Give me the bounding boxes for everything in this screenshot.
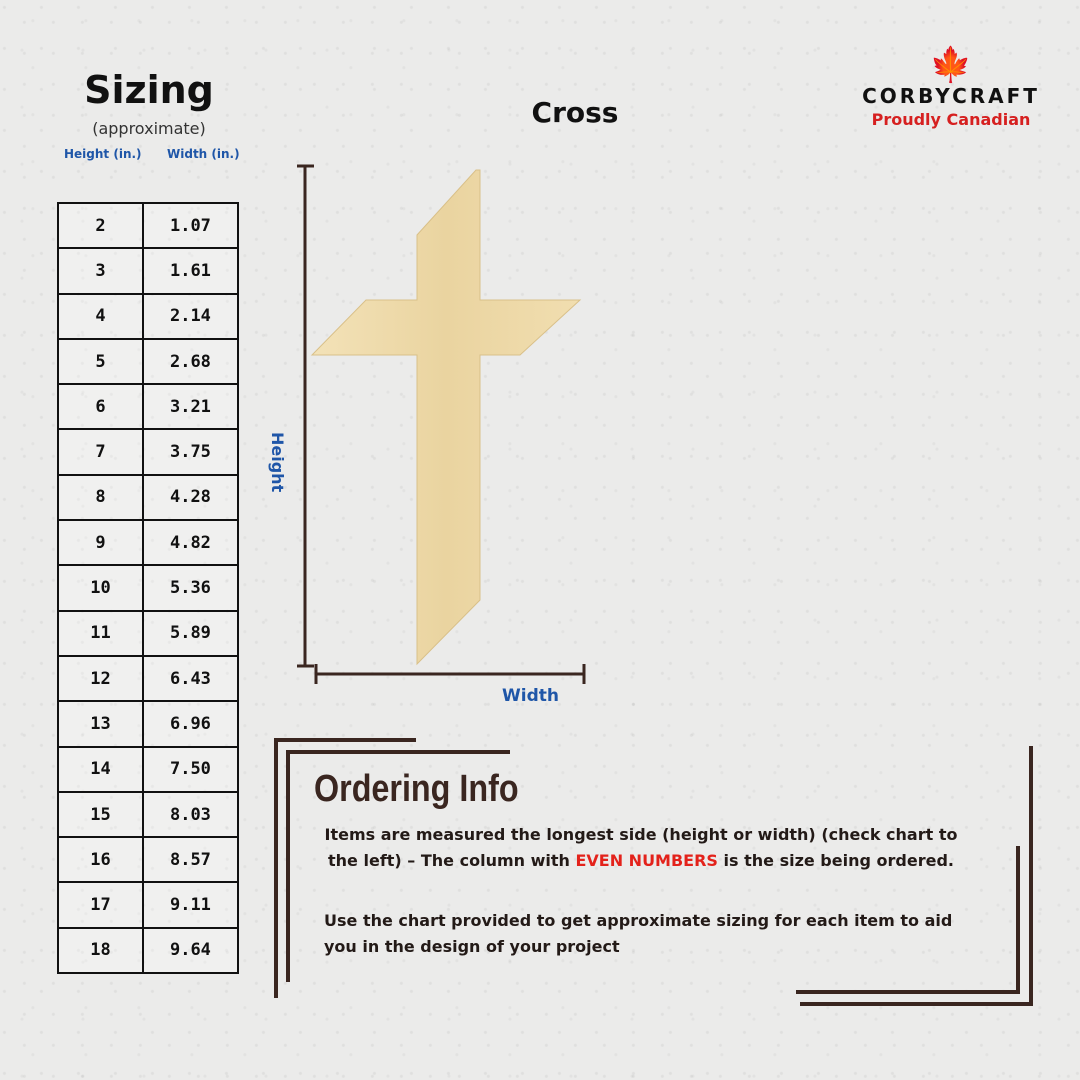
height-cell: 2 <box>58 203 143 248</box>
ordering-text: Items are measured the longest side (height or width) (check chart to the left) – The column with <box>324 825 958 870</box>
height-cell: 8 <box>58 475 143 520</box>
height-cell: 5 <box>58 339 143 384</box>
brand-tagline: Proudly Canadian <box>871 110 1031 129</box>
width-cell: 3.21 <box>143 384 238 429</box>
width-cell: 2.68 <box>143 339 238 384</box>
ordering-text: is the size being ordered. <box>717 851 954 870</box>
width-cell: 6.43 <box>143 656 238 701</box>
width-cell: 7.50 <box>143 747 238 792</box>
ordering-title: Ordering Info <box>314 768 519 810</box>
width-dimension-line <box>316 664 584 684</box>
width-cell: 5.36 <box>143 565 238 610</box>
width-cell: 8.57 <box>143 837 238 882</box>
maple-leaf-icon: 🍁 <box>929 45 973 85</box>
height-label: Height <box>268 432 287 493</box>
ordering-paragraph-1 <box>316 822 966 874</box>
height-cell: 10 <box>58 565 143 610</box>
column-header-width: Width (in.) <box>167 147 240 161</box>
ordering-paragraph-2: Use the chart provided to get approximate sizing for each item to aid you in the design of your project <box>324 911 953 956</box>
width-label: Width <box>502 686 559 706</box>
sizing-title: Sizing <box>84 68 214 112</box>
width-cell: 5.89 <box>143 611 238 656</box>
height-cell: 16 <box>58 837 143 882</box>
height-cell: 9 <box>58 520 143 565</box>
height-cell: 12 <box>58 656 143 701</box>
product-name: Cross <box>531 96 619 129</box>
cross-image <box>312 170 580 664</box>
brand-name: CORBYCRAFT <box>862 84 1040 108</box>
width-cell: 4.28 <box>143 475 238 520</box>
width-cell: 9.11 <box>143 882 238 927</box>
height-cell: 3 <box>58 248 143 293</box>
height-cell: 4 <box>58 294 143 339</box>
width-cell: 2.14 <box>143 294 238 339</box>
even-numbers-highlight: EVEN NUMBERS <box>575 851 718 870</box>
width-cell: 3.75 <box>143 429 238 474</box>
height-cell: 6 <box>58 384 143 429</box>
width-cell: 9.64 <box>143 928 238 973</box>
height-cell: 11 <box>58 611 143 656</box>
height-cell: 7 <box>58 429 143 474</box>
height-cell: 18 <box>58 928 143 973</box>
width-cell: 6.96 <box>143 701 238 746</box>
height-dimension-line <box>297 166 314 666</box>
column-header-height: Height (in.) <box>64 147 142 161</box>
height-cell: 15 <box>58 792 143 837</box>
width-cell: 1.07 <box>143 203 238 248</box>
height-cell: 14 <box>58 747 143 792</box>
height-cell: 17 <box>58 882 143 927</box>
width-cell: 8.03 <box>143 792 238 837</box>
height-cell: 13 <box>58 701 143 746</box>
sizing-subtitle: (approximate) <box>92 119 206 138</box>
width-cell: 1.61 <box>143 248 238 293</box>
width-cell: 4.82 <box>143 520 238 565</box>
